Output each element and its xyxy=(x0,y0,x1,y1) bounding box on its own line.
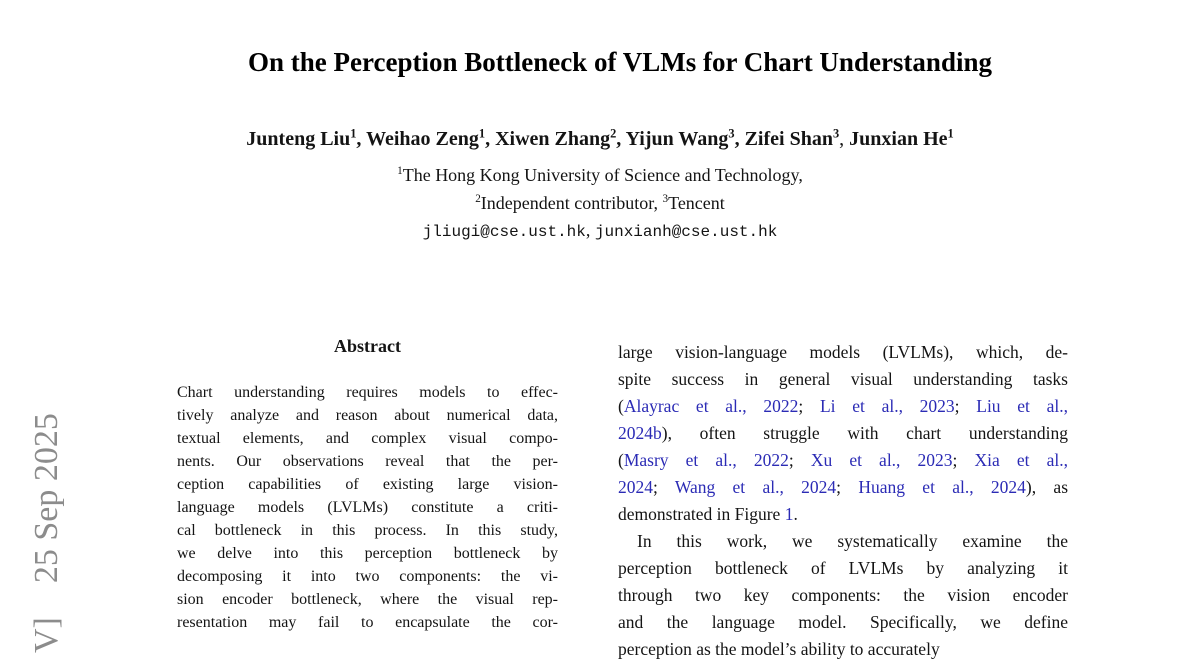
text-line xyxy=(177,381,558,404)
text-segment: cal bottleneck in this process. In this study, xyxy=(177,522,558,539)
text-segment: spite success in general visual understanding tasks xyxy=(618,369,1068,389)
text-segment: ; xyxy=(653,477,675,497)
text-segment: 2 xyxy=(610,126,617,141)
citation-link[interactable]: Masry et al., 2022 xyxy=(623,450,789,470)
text-segment: and the language model. Specifically, we define xyxy=(618,612,1068,632)
citation-link[interactable]: 2024b xyxy=(618,423,662,443)
text-segment: sion encoder bottleneck, where the visual rep- xyxy=(177,591,558,608)
text-segment: Chart understanding requires models to effec- xyxy=(177,384,558,401)
citation-link[interactable]: Wang et al., 2024 xyxy=(674,477,837,497)
text-line xyxy=(177,496,558,519)
text-segment: , xyxy=(356,128,367,150)
text-segment: Weihao Zeng xyxy=(366,128,479,150)
text-segment: Tencent xyxy=(668,193,725,213)
text-segment: decomposing it into two components: the vi- xyxy=(177,568,558,585)
text-segment: nents. Our observations reveal that the per- xyxy=(177,453,558,470)
text-line xyxy=(618,366,1068,393)
text-line xyxy=(177,519,558,542)
text-segment: language models (LVLMs) constitute a criti- xyxy=(177,499,558,516)
text-line xyxy=(618,393,1068,420)
text-line xyxy=(618,339,1068,366)
text-segment: ; xyxy=(952,450,975,470)
text-segment: , xyxy=(734,128,745,150)
text-segment: junxianh@cse.ust.hk xyxy=(594,223,778,241)
text-segment: demonstrated in Figure xyxy=(618,504,785,524)
text-segment: The Hong Kong University of Science and Technology, xyxy=(402,165,803,185)
paper-title: On the Perception Bottleneck of VLMs for Chart Understanding xyxy=(248,47,992,77)
text-segment: Zifei Shan xyxy=(744,128,833,150)
text-segment: through two key components: the vision encoder xyxy=(618,585,1068,605)
abstract-body-column xyxy=(177,381,558,634)
author-line xyxy=(80,126,1120,152)
affiliation-line-2 xyxy=(140,190,1060,216)
text-segment: , xyxy=(485,128,496,150)
text-segment: textual elements, and complex visual compo- xyxy=(177,430,558,447)
text-line xyxy=(177,427,558,450)
text-segment: 3 xyxy=(662,193,669,205)
text-segment: ( xyxy=(618,450,624,470)
text-line xyxy=(618,609,1068,636)
text-segment: Junxian He xyxy=(849,128,948,150)
text-segment: 1 xyxy=(478,126,486,141)
text-line xyxy=(618,420,1068,447)
text-segment: ; xyxy=(788,450,811,470)
text-segment: ( xyxy=(618,396,624,416)
text-line xyxy=(177,588,558,611)
text-segment: In this work, we systematically examine the xyxy=(637,531,1068,551)
text-segment: , xyxy=(585,220,595,240)
email-line xyxy=(140,217,1060,245)
text-line xyxy=(618,447,1068,474)
text-segment: 3 xyxy=(728,126,735,141)
citation-link[interactable]: Liu et al., xyxy=(976,396,1068,416)
text-segment: , xyxy=(839,128,850,150)
citation-link[interactable]: Huang et al., 2024 xyxy=(858,477,1026,497)
text-segment: ), as xyxy=(1025,477,1069,497)
text-line xyxy=(177,565,558,588)
text-segment: perception as the model’s ability to accurately xyxy=(618,639,940,659)
text-segment: 2 xyxy=(475,193,481,205)
text-line xyxy=(618,636,1068,663)
text-segment: Xiwen Zhang xyxy=(495,128,611,150)
text-segment: ; xyxy=(836,477,859,497)
text-segment: Junteng Liu xyxy=(246,128,351,150)
text-line xyxy=(177,611,558,634)
text-line xyxy=(618,555,1068,582)
citation-link[interactable]: Alayrac et al., 2022 xyxy=(623,396,799,416)
text-segment: we delve into this perception bottleneck by xyxy=(177,545,558,562)
text-line xyxy=(618,582,1068,609)
arxiv-date-watermark: V] 25 Sep 2025 xyxy=(28,413,65,653)
text-segment: Yijun Wang xyxy=(625,128,729,150)
citation-link[interactable]: 2024 xyxy=(618,477,653,497)
text-segment: . xyxy=(793,504,798,524)
text-segment: 1 xyxy=(397,165,403,177)
text-line xyxy=(177,473,558,496)
text-segment: 1 xyxy=(350,126,357,141)
text-line xyxy=(618,474,1068,501)
introduction-column xyxy=(618,339,1068,663)
text-segment: 3 xyxy=(832,126,840,141)
text-segment: large vision-language models (LVLMs), which, de- xyxy=(618,342,1068,362)
text-segment: Independent contributor, xyxy=(480,193,663,213)
text-line xyxy=(177,542,558,565)
citation-link[interactable]: Li et al., 2023 xyxy=(819,396,955,416)
text-segment: ), often struggle with chart understanding xyxy=(661,423,1068,443)
text-segment: perception bottleneck of LVLMs by analyzing it xyxy=(618,558,1068,578)
citation-link[interactable]: 1 xyxy=(784,504,794,524)
text-line xyxy=(177,450,558,473)
text-segment: jliugi@cse.ust.hk xyxy=(422,223,586,241)
citation-link[interactable]: Xia et al., xyxy=(974,450,1068,470)
text-line xyxy=(618,528,1068,555)
text-segment: resentation may fail to encapsulate the cor- xyxy=(177,614,558,631)
text-segment: ; xyxy=(798,396,820,416)
text-segment: ; xyxy=(954,396,977,416)
text-line xyxy=(618,501,1068,528)
abstract-heading: Abstract xyxy=(334,336,401,356)
text-segment: , xyxy=(616,128,626,150)
affiliation-line-1 xyxy=(140,162,1060,188)
citation-link[interactable]: Xu et al., 2023 xyxy=(810,450,953,470)
text-line xyxy=(177,404,558,427)
text-segment: tively analyze and reason about numerical data, xyxy=(177,407,558,424)
text-segment: ception capabilities of existing large vision- xyxy=(177,476,558,493)
text-segment: 1 xyxy=(947,126,954,141)
